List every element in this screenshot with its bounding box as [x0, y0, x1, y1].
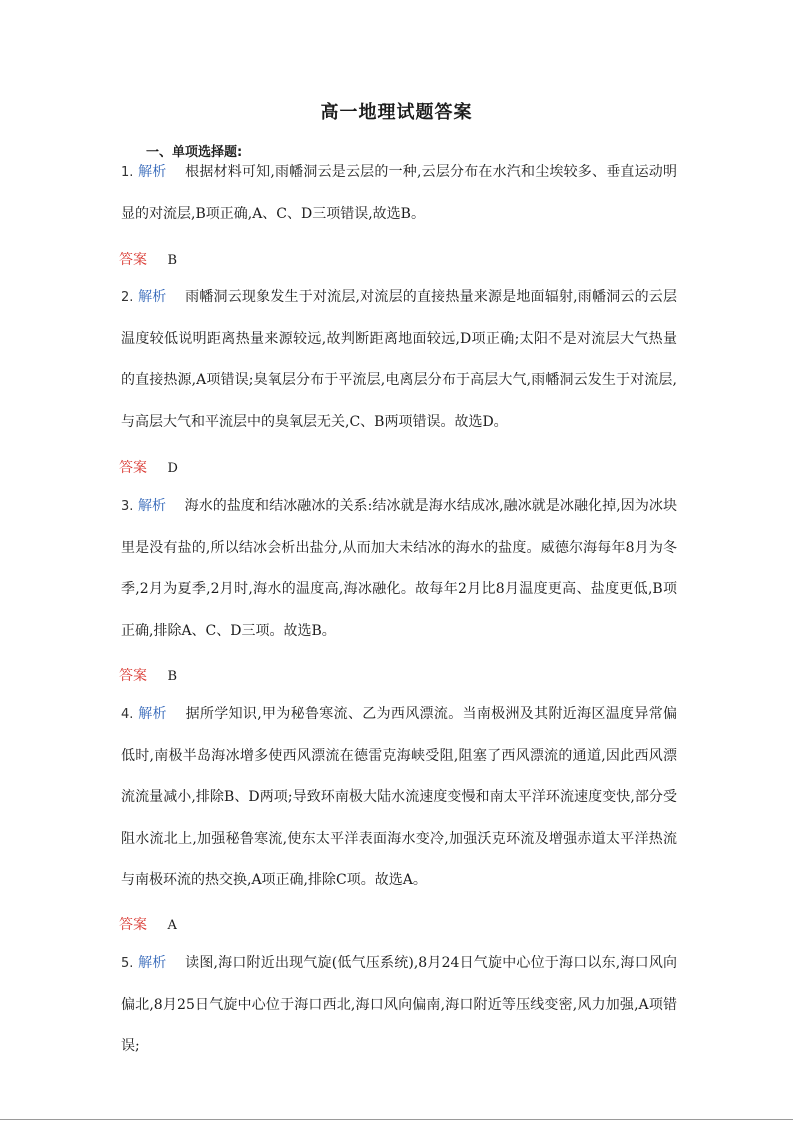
explanation-label: 解析 [138, 164, 167, 180]
question-5-explanation [121, 943, 677, 1068]
answer-value: B [167, 669, 178, 684]
explanation-text: 海水的盐度和结冰融冰的关系:结冰就是海水结成冰,融冰就是冰融化掉,因为冰块里是没有盐的,所以结冰会析出盐分,从而加大未结冰的海水的盐度。威德尔海每年8月为冬季,2月为夏季,2月时,海水的温度高,海冰融化。故每年2月比8月温度更高、盐度更低,B项正确,排除A、C、D三项。故选B。 [121, 498, 677, 639]
answer-label: 答案 [119, 252, 147, 268]
section-heading: 一、单项选择题: [146, 145, 243, 160]
page-bottom-divider [0, 1119, 793, 1120]
page-title: 高一地理试题答案 [320, 102, 473, 123]
question-4-answer [119, 914, 177, 934]
answer-label: 答案 [119, 668, 147, 684]
answer-label: 答案 [119, 917, 147, 933]
question-number: 2. [121, 290, 134, 305]
explanation-label: 解析 [137, 498, 167, 514]
answer-value: D [167, 461, 178, 476]
explanation-text: 根据材料可知,雨幡洞云是云层的一种,云层分布在水汽和尘埃较多、垂直运动明显的对流层,B项正确,A、C、D三项错误,故选B。 [121, 164, 678, 222]
explanation-label: 解析 [138, 706, 167, 722]
explanation-text: 读图,海口附近出现气旋(低气压系统),8月24日气旋中心位于海口以东,海口风向偏北,8月25日气旋中心位于海口西北,海口风向偏南,海口附近等压线变密,风力加强,A项错误; [121, 955, 678, 1054]
answer-label: 答案 [119, 460, 147, 476]
question-4-explanation [121, 694, 677, 902]
answer-value: B [167, 253, 178, 268]
question-number: 4. [121, 707, 134, 722]
question-1-explanation [121, 152, 677, 235]
question-number: 3. [121, 499, 134, 514]
question-2-explanation [121, 277, 677, 443]
question-number: 1. [121, 165, 134, 180]
question-2-answer [119, 457, 178, 477]
question-1-answer [119, 249, 177, 269]
explanation-text: 雨幡洞云现象发生于对流层,对流层的直接热量来源是地面辐射,雨幡洞云的云层温度较低说明距离热量来源较远,故判断距离地面较远,D项正确;太阳不是对流层大气热量的直接热源,A项错误;臭氧层分布于平流层,电离层分布于高层大气,雨幡洞云发生于对流层,与高层大气和平流层中的臭氧层无关,C、B两项错误。故选D。 [121, 289, 678, 430]
answer-value: A [167, 918, 177, 933]
question-number: 5. [121, 956, 134, 971]
explanation-label: 解析 [138, 955, 167, 971]
explanation-text: 据所学知识,甲为秘鲁寒流、乙为西风漂流。当南极洲及其附近海区温度异常偏低时,南极半岛海冰增多使西风漂流在德雷克海峡受阻,阻塞了西风漂流的通道,因此西风漂流流量减小,排除B、D两项;导致环南极大陆水流速度变慢和南太平洋环流速度变快,部分受阻水流北上,加强秘鲁寒流,使东太平洋表面海水变冷,加强沃克环流及增强赤道太平洋热流与南极环流的热交换,A项正确,排除C项。故选A。 [121, 706, 678, 888]
question-3-answer [119, 665, 177, 685]
explanation-label: 解析 [138, 289, 167, 305]
question-3-explanation [121, 486, 677, 652]
